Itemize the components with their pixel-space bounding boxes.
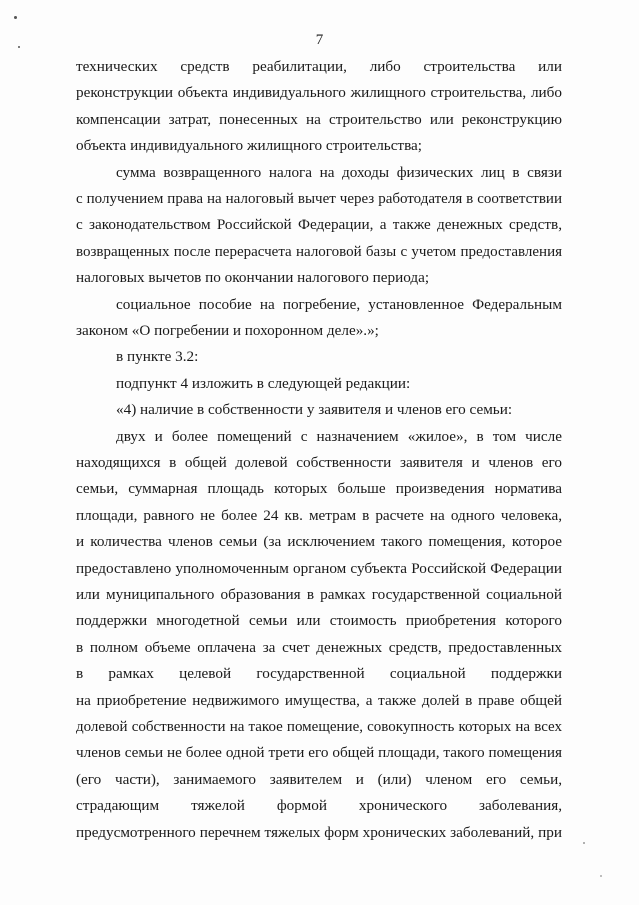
text-line: налоговых вычетов по окончании налогового периода; — [76, 269, 430, 286]
scan-speck — [18, 46, 20, 48]
text-line: возвращенных после перерасчета налоговой базы с учетом предоставления — [76, 244, 562, 260]
text-line: технических средств реабилитации, либо строительства или — [76, 58, 562, 75]
text-line: предусмотренного перечнем тяжелых форм хронических заболеваний, при — [76, 824, 562, 841]
text-line: подпункт 4 изложить в следующей редакции: — [116, 375, 411, 392]
text-line: членов семьи не более одной трети его общей площади, такого помещения — [76, 744, 562, 761]
text-line: долевой собственности на такое помещение, совокупность которых на всех — [76, 719, 562, 735]
text-line: или муниципального образования в рамках государственной социальной — [76, 586, 562, 603]
text-line: и количества членов семьи (за исключением такого помещения, которое — [76, 533, 562, 550]
text-line: предоставлено уполномоченным органом субъекта Российской Федерации — [76, 560, 562, 577]
text-line: страдающим тяжелой формой хронического заболевания, — [76, 797, 562, 814]
page-number: 7 — [315, 32, 324, 48]
text-line: в рамках целевой государственной социальной поддержки — [76, 665, 562, 682]
text-line: находящихся в общей долевой собственности заявителя и членов его — [76, 454, 562, 471]
text-line: сумма возвращенного налога на доходы физических лиц в связи — [116, 164, 562, 181]
text-line: объекта индивидуального жилищного строительства; — [76, 137, 423, 154]
text-line: реконструкции объекта индивидуального жилищного строительства, либо — [76, 84, 562, 101]
text-line: социальное пособие на погребение, установленное Федеральным — [116, 296, 562, 313]
text-line: «4) наличие в собственности у заявителя и членов его семьи: — [116, 401, 513, 418]
scan-speck — [14, 16, 17, 19]
text-line: в полном объеме оплачена за счет денежных средств, предоставленных — [76, 639, 562, 656]
text-line: семьи, суммарная площадь которых больше произведения норматива — [76, 480, 562, 497]
text-line: законом «О погребении и похоронном деле».»; — [76, 322, 379, 339]
text-line: на приобретение недвижимого имущества, а также долей в праве общей — [76, 692, 562, 709]
scan-speck — [583, 842, 585, 844]
text-line: площади, равного не более 24 кв. метрам в расчете на одного человека, — [76, 507, 562, 524]
scan-speck — [600, 875, 602, 877]
text-line: компенсации затрат, понесенных на строительство или реконструкцию — [76, 111, 562, 128]
text-line: в пункте 3.2: — [116, 348, 199, 365]
text-line: с законодательством Российской Федерации, а также денежных средств, — [76, 216, 562, 233]
text-line: двух и более помещений с назначением «жилое», в том числе — [116, 428, 562, 445]
text-line: с получением права на налоговый вычет через работодателя в соответствии — [76, 191, 562, 207]
text-line: (его части), занимаемого заявителем и (или) членом его семьи, — [76, 771, 562, 788]
text-line: поддержки многодетной семьи или стоимость приобретения которого — [76, 612, 562, 629]
